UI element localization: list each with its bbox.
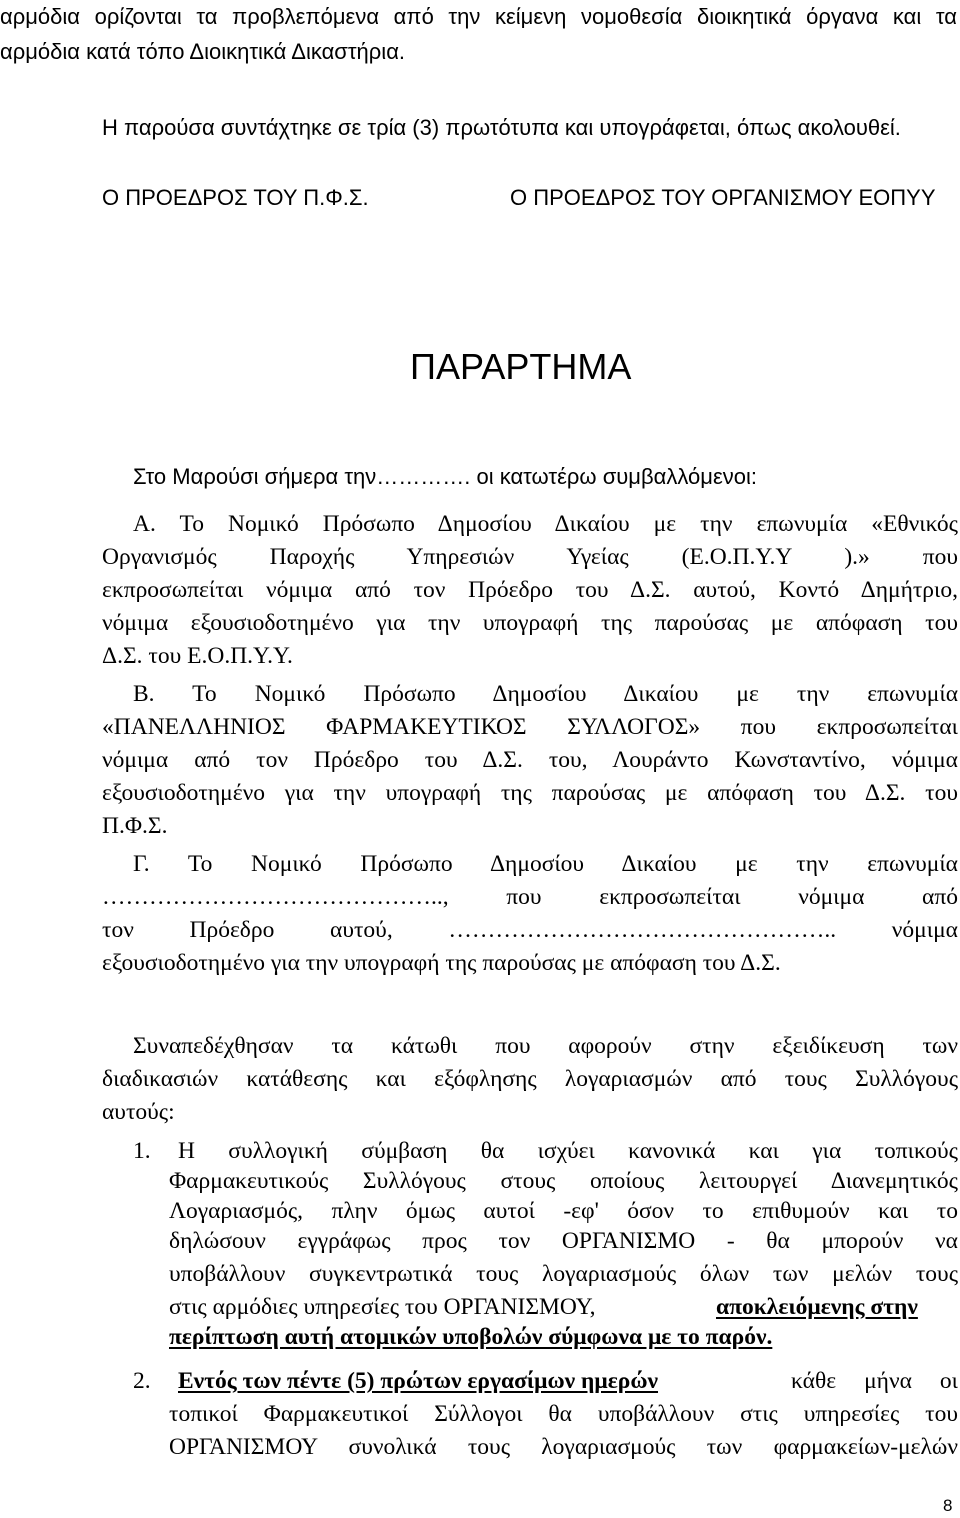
- item-1-line-3: Λογαριασμός, πλην όμως αυτοί -εφ' όσον το επιθυμούν και το: [169, 1198, 958, 1224]
- party-c-line-3: τον Πρόεδρο αυτού, ………………………………………….. νόμιμα: [102, 917, 958, 943]
- party-a-line-1: Α. Το Νομικό Πρόσωπο Δημοσίου Δικαίου με την επωνυμία «Εθνικός: [133, 511, 958, 537]
- signature-right: Ο ΠΡΟΕΔΡΟΣ ΤΟΥ ΟΡΓΑΝΙΣΜΟΥ ΕΟΠΥΥ: [510, 185, 936, 210]
- intro-line-3: Η παρούσα συντάχτηκε σε τρία (3) πρωτότυπα και υπογράφεται, όπως ακολουθεί.: [102, 115, 901, 140]
- item-2-line-3: ΟΡΓΑΝΙΣΜΟΥ συνολικά τους λογαριασμούς των φαρμακείων-μελών: [169, 1434, 958, 1460]
- item-1-line-6-bold: αποκλειόμενης στην: [716, 1294, 918, 1320]
- party-b-line-5: Π.Φ.Σ.: [102, 813, 168, 839]
- party-a-line-4: νόμιμα εξουσιοδοτημένο για την υπογραφή της παρούσας με απόφαση του: [102, 610, 958, 636]
- party-a-line-3: εκπροσωπείται νόμιμα από τον Πρόεδρο του Δ.Σ. αυτού, Κοντό Δημήτριο,: [102, 577, 958, 603]
- intro-line-1: αρμόδια ορίζονται τα προβλεπόμενα από την κείμενη νομοθεσία διοικητικά όργανα και τα: [0, 4, 957, 29]
- item-1-line-4: δηλώσουν εγγράφως προς τον ΟΡΓΑΝΙΣΜΟ - θα μπορούν να: [169, 1228, 958, 1254]
- item-1-line-2: Φαρμακευτικούς Συλλόγους στους οποίους λειτουργεί Διανεμητικός: [169, 1168, 958, 1194]
- party-b-line-3: νόμιμα από τον Πρόεδρο του Δ.Σ. του, Λουράντο Κωνσταντίνο, νόμιμα: [102, 747, 958, 773]
- item-1-line-1: Η συλλογική σύμβαση θα ισχύει κανονικά και για τοπικούς: [178, 1138, 958, 1164]
- item-2-line-1-bold: Εντός των πέντε (5) πρώτων εργασίμων ημερών: [178, 1368, 659, 1394]
- party-c-line-1: Γ. Το Νομικό Πρόσωπο Δημοσίου Δικαίου με την επωνυμία: [133, 851, 958, 877]
- item-1-line-6-plain: στις αρμόδιες υπηρεσίες του ΟΡΓΑΝΙΣΜΟΥ,: [169, 1294, 596, 1320]
- party-c-line-4: εξουσιοδοτημένο για την υπογραφή της παρούσας με απόφαση του Δ.Σ.: [102, 950, 781, 976]
- agreement-line-1: Συναπεδέχθησαν τα κάτωθι που αφορούν στην εξειδίκευση των: [133, 1033, 958, 1059]
- party-b-line-1: Β. Το Νομικό Πρόσωπο Δημοσίου Δικαίου με την επωνυμία: [133, 681, 958, 707]
- party-c-line-2: …………………………………….., που εκπροσωπείται νόμιμα από: [102, 884, 958, 910]
- agreement-line-3: αυτούς:: [102, 1099, 175, 1125]
- item-1-line-7-bold: περίπτωση αυτή ατομικών υποβολών σύμφωνα με το παρόν.: [169, 1324, 773, 1350]
- item-2-number: 2.: [133, 1368, 151, 1394]
- annex-title: ΠΑΡΑΡΤΗΜΑ: [410, 346, 632, 387]
- signature-left: Ο ΠΡΟΕΔΡΟΣ ΤΟΥ Π.Φ.Σ.: [102, 185, 369, 210]
- item-2-line-1-plain: κάθε μήνα οι: [791, 1368, 958, 1394]
- party-a-line-5: Δ.Σ. του Ε.Ο.Π.Υ.Υ.: [102, 643, 293, 669]
- party-b-line-4: εξουσιοδοτημένο για την υπογραφή της παρούσας με απόφαση του Δ.Σ. του: [102, 780, 958, 806]
- agreement-line-2: διαδικασιών κατάθεσης και εξόφλησης λογαριασμών από τους Συλλόγους: [102, 1066, 958, 1092]
- item-1-number: 1.: [133, 1138, 151, 1164]
- page-number: 8: [943, 1496, 953, 1515]
- party-b-line-2: «ΠΑΝΕΛΛΗΝΙΟΣ ΦΑΡΜΑΚΕΥΤΙΚΟΣ ΣΥΛΛΟΓΟΣ» που εκπροσωπείται: [102, 714, 958, 740]
- party-a-line-2: Οργανισμός Παροχής Υπηρεσιών Υγείας (Ε.Ο.Π.Υ.Υ ).» που: [102, 544, 958, 570]
- item-1-line-5: υποβάλλουν συγκεντρωτικά τους λογαριασμούς όλων των μελών τους: [169, 1261, 958, 1287]
- opening-line: Στο Μαρούσι σήμερα την…………. οι κατωτέρω συμβαλλόμενοι:: [133, 464, 757, 489]
- intro-line-2: αρμόδια κατά τόπο Διοικητικά Δικαστήρια.: [0, 39, 406, 64]
- item-2-line-2: τοπικοί Φαρμακευτικοί Σύλλογοι θα υποβάλλουν στις υπηρεσίες του: [169, 1401, 958, 1427]
